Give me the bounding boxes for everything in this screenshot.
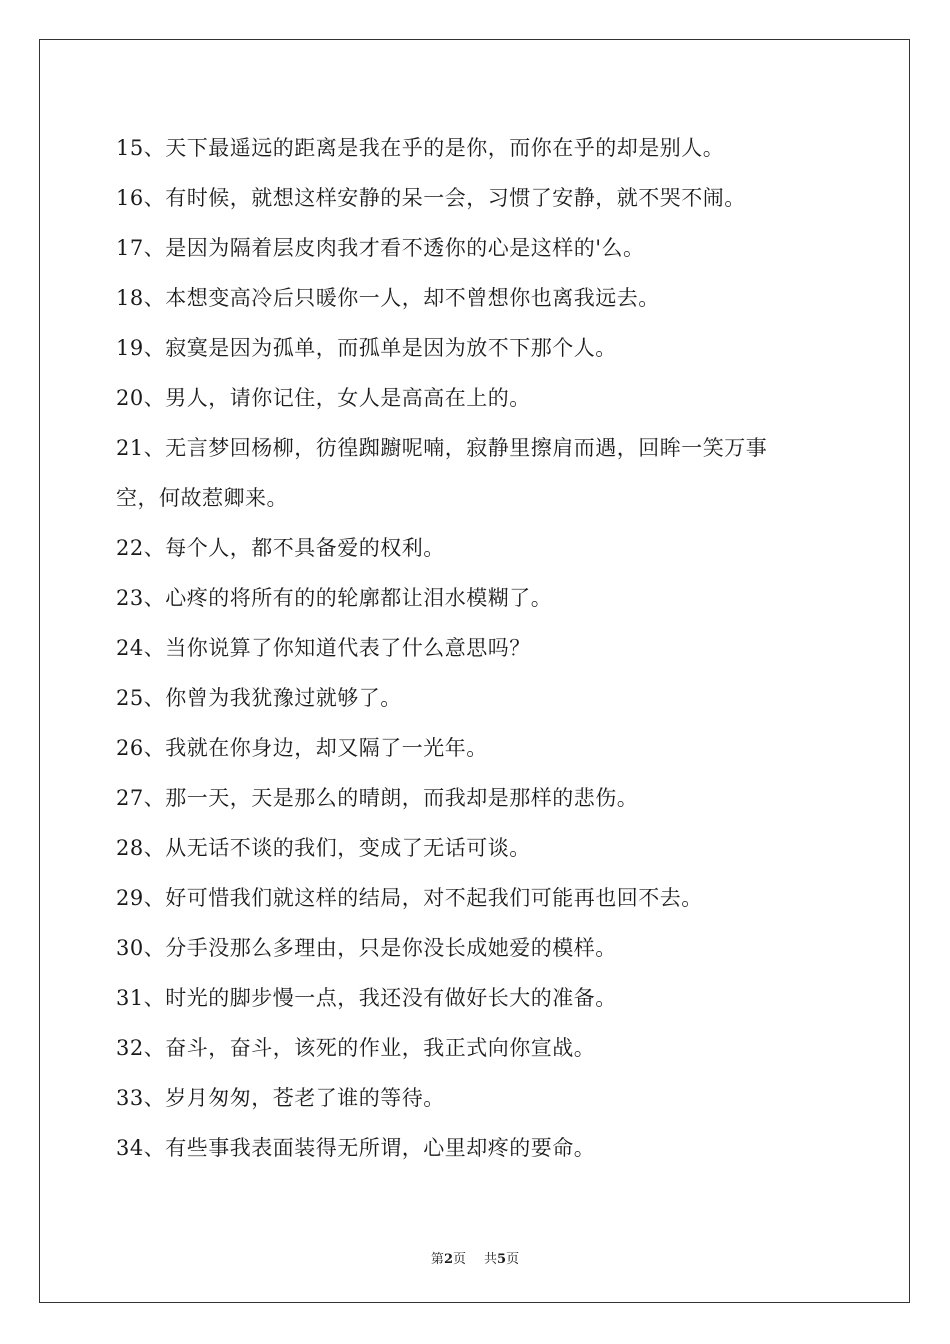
current-page-number: 2: [443, 1252, 453, 1267]
total-label-suffix: 页: [506, 1252, 520, 1267]
text-line: 29、好可惜我们就这样的结局，对不起我们可能再也回不去。: [116, 886, 703, 910]
text-line: 15、天下最遥远的距离是我在乎的是你，而你在乎的却是别人。: [116, 136, 725, 160]
text-line: 27、那一天，天是那么的晴朗，而我却是那样的悲伤。: [116, 786, 639, 810]
text-line: 24、当你说算了你知道代表了什么意思吗？: [116, 636, 531, 660]
text-line: 23、心疼的将所有的的轮廓都让泪水模糊了。: [116, 586, 553, 610]
text-line: 18、本想变高冷后只暖你一人，却不曾想你也离我远去。: [116, 286, 660, 310]
text-line: 34、有些事我表面装得无所谓，心里却疼的要命。: [116, 1136, 596, 1160]
total-label-prefix: 共: [484, 1252, 498, 1267]
text-line: 16、有时候，就想这样安静的呆一会，习惯了安静，就不哭不闹。: [116, 186, 746, 210]
text-line: 空，何故惹卿来。: [116, 486, 288, 510]
page-label-prefix: 第: [430, 1252, 444, 1267]
text-line: 22、每个人，都不具备爱的权利。: [116, 536, 445, 560]
page-footer: [0, 1248, 950, 1267]
text-line: 30、分手没那么多理由，只是你没长成她爱的模样。: [116, 936, 617, 960]
page-label-suffix: 页: [452, 1252, 466, 1267]
total-page-number: 5: [497, 1252, 507, 1267]
text-line: 19、寂寞是因为孤单，而孤单是因为放不下那个人。: [116, 336, 617, 360]
document-body: [116, 130, 846, 1180]
text-line: 26、我就在你身边，却又隔了一光年。: [116, 736, 488, 760]
text-line: 31、时光的脚步慢一点，我还没有做好长大的准备。: [116, 986, 617, 1010]
text-line: 21、无言梦回杨柳，彷徨踟躕呢喃，寂静里擦肩而遇，回眸一笑万事: [116, 436, 768, 460]
text-line: 32、奋斗，奋斗，该死的作业，我正式向你宣战。: [116, 1036, 596, 1060]
text-line: 20、男人，请你记住，女人是高高在上的。: [116, 386, 531, 410]
text-line: 17、是因为隔着层皮肉我才看不透你的心是这样的'么。: [116, 236, 645, 260]
text-line: 28、从无话不谈的我们，变成了无话可谈。: [116, 836, 531, 860]
text-line: 25、你曾为我犹豫过就够了。: [116, 686, 402, 710]
text-line: 33、岁月匆匆，苍老了谁的等待。: [116, 1086, 445, 1110]
